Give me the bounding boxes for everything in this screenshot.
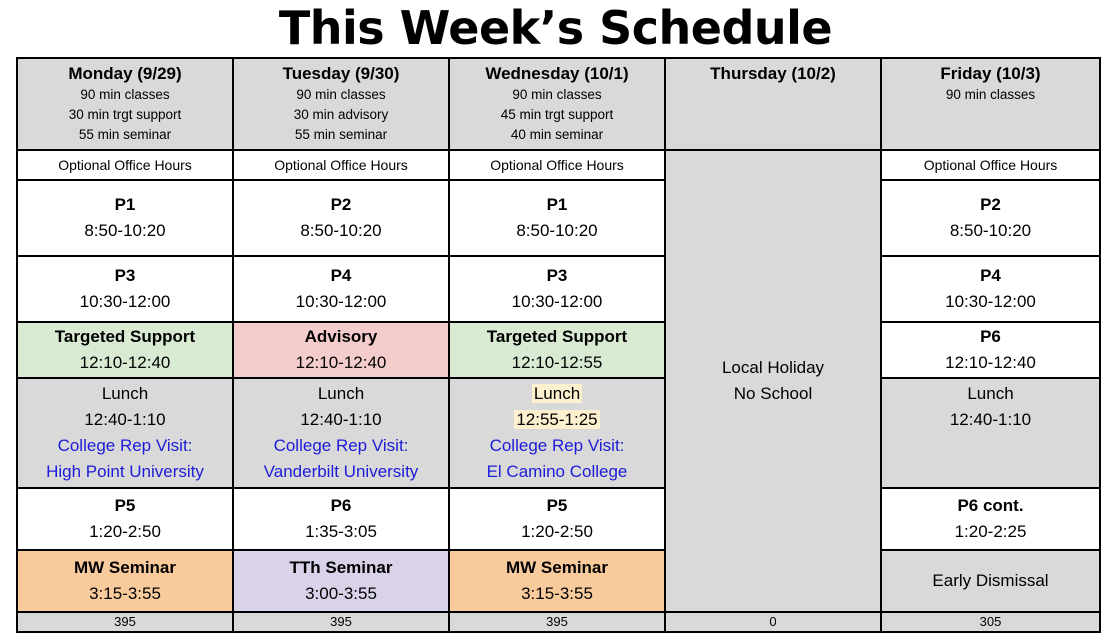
period-time: 10:30-12:00	[511, 292, 603, 311]
holiday-note: No School	[733, 384, 813, 403]
lunch-cell	[233, 378, 449, 488]
office-hours-cell: Optional Office Hours	[449, 150, 665, 180]
period-row	[17, 180, 1100, 256]
seminar-time: 3:15-3:55	[521, 584, 593, 603]
total-minutes: 0	[665, 612, 881, 632]
period-name: P1	[546, 195, 568, 214]
office-hours-cell: Optional Office Hours	[17, 150, 233, 180]
period-time: 10:30-12:00	[295, 292, 387, 311]
lunch-row	[17, 378, 1100, 488]
period-name: P5	[546, 496, 568, 515]
period-time: 8:50-10:20	[516, 221, 598, 240]
day-note: 90 min classes	[296, 87, 386, 102]
period-name: P1	[114, 195, 136, 214]
period-time: 8:50-10:20	[949, 221, 1032, 240]
period-time: 1:20-2:25	[954, 522, 1027, 541]
college-visit-name: El Camino College	[486, 462, 628, 481]
block-time: 12:10-12:40	[79, 353, 171, 372]
lunch-label: Lunch	[101, 384, 149, 403]
period-cell	[17, 488, 233, 550]
day-header-thursday	[665, 58, 881, 150]
period-cell	[881, 322, 1100, 378]
early-dismissal-label: Early Dismissal	[932, 571, 1049, 590]
college-visit-label: College Rep Visit:	[273, 436, 409, 455]
day-header-wednesday	[449, 58, 665, 150]
lunch-time: 12:40-1:10	[949, 410, 1032, 429]
seminar-name: TTh Seminar	[289, 558, 393, 577]
period-cell	[449, 256, 665, 322]
day-label: Wednesday (10/1)	[485, 64, 629, 83]
period-time: 1:20-2:50	[89, 522, 161, 541]
period-name: P4	[330, 266, 352, 285]
day-note: 30 min trgt support	[68, 107, 182, 122]
period-cell	[881, 180, 1100, 256]
period-name: P3	[114, 266, 136, 285]
page-title: This Week’s Schedule	[278, 1, 833, 55]
day-note: 45 min trgt support	[500, 107, 614, 122]
block-time: 12:10-12:40	[945, 353, 1036, 372]
day-header-friday	[881, 58, 1100, 150]
block-name: Targeted Support	[486, 327, 628, 346]
day-note: 40 min seminar	[510, 127, 604, 142]
period-name: P2	[330, 195, 352, 214]
period-name: P4	[980, 266, 1001, 285]
day-header-monday	[17, 58, 233, 150]
lunch-label: Lunch	[533, 384, 581, 403]
seminar-name: MW Seminar	[73, 558, 177, 577]
period-time: 8:50-10:20	[84, 221, 166, 240]
seminar-time: 3:15-3:55	[89, 584, 161, 603]
lunch-cell	[17, 378, 233, 488]
period-cell	[449, 488, 665, 550]
lunch-cell	[881, 378, 1100, 488]
period-time: 1:35-3:05	[305, 522, 377, 541]
college-visit-name: Vanderbilt University	[263, 462, 419, 481]
lunch-cell	[449, 378, 665, 488]
period-cell	[881, 488, 1100, 550]
period-cell	[233, 488, 449, 550]
lunch-time: 12:40-1:10	[84, 410, 166, 429]
period-time: 8:50-10:20	[300, 221, 382, 240]
period-cell	[449, 180, 665, 256]
advisory-cell	[233, 322, 449, 378]
college-visit-label: College Rep Visit:	[489, 436, 625, 455]
block-time: 12:10-12:40	[295, 353, 387, 372]
seminar-row	[17, 550, 1100, 612]
period-name: P2	[980, 195, 1001, 214]
office-hours-cell: Optional Office Hours	[881, 150, 1100, 180]
total-minutes: 395	[233, 612, 449, 632]
schedule-table	[16, 57, 1101, 633]
totals-row	[17, 612, 1100, 632]
period-row	[17, 256, 1100, 322]
period-cell	[233, 180, 449, 256]
seminar-name: MW Seminar	[505, 558, 609, 577]
period-name: P5	[114, 496, 136, 515]
total-minutes: 395	[17, 612, 233, 632]
period-name: P6	[330, 496, 352, 515]
lunch-time: 12:40-1:10	[300, 410, 382, 429]
office-hours-row	[17, 150, 1100, 180]
day-label: Tuesday (9/30)	[282, 64, 400, 83]
lunch-time: 12:55-1:25	[516, 410, 598, 429]
early-dismissal-cell	[881, 550, 1100, 612]
day-header-tuesday	[233, 58, 449, 150]
period-cell	[17, 180, 233, 256]
seminar-time: 3:00-3:55	[305, 584, 377, 603]
seminar-cell	[17, 550, 233, 612]
header-row	[17, 58, 1100, 150]
period-time: 1:20-2:50	[521, 522, 593, 541]
day-label: Thursday (10/2)	[710, 64, 836, 83]
block-time: 12:10-12:55	[511, 353, 603, 372]
college-visit-name: High Point University	[46, 462, 204, 481]
holiday-label: Local Holiday	[721, 358, 825, 377]
day-note: 55 min seminar	[294, 127, 388, 142]
day-note: 30 min advisory	[293, 107, 389, 122]
day-note: 55 min seminar	[78, 127, 172, 142]
day-note: 90 min classes	[945, 87, 1036, 102]
seminar-cell	[449, 550, 665, 612]
afternoon-row	[17, 488, 1100, 550]
thursday-holiday-cell	[665, 150, 881, 612]
block-name: Targeted Support	[54, 327, 196, 346]
lunch-label: Lunch	[317, 384, 365, 403]
seminar-cell	[233, 550, 449, 612]
total-minutes: 395	[449, 612, 665, 632]
total-minutes: 305	[881, 612, 1100, 632]
targeted-support-cell	[449, 322, 665, 378]
day-note: 90 min classes	[512, 87, 602, 102]
college-visit-label: College Rep Visit:	[57, 436, 193, 455]
block-name: P6	[980, 327, 1001, 346]
day-note: 90 min classes	[80, 87, 170, 102]
period-cell	[881, 256, 1100, 322]
period-time: 10:30-12:00	[945, 292, 1036, 311]
midday-row	[17, 322, 1100, 378]
period-cell	[233, 256, 449, 322]
period-cell	[17, 256, 233, 322]
office-hours-cell: Optional Office Hours	[233, 150, 449, 180]
targeted-support-cell	[17, 322, 233, 378]
block-name: Advisory	[304, 327, 378, 346]
period-name: P6 cont.	[957, 496, 1024, 515]
day-label: Friday (10/3)	[940, 64, 1041, 83]
day-label: Monday (9/29)	[68, 64, 182, 83]
period-name: P3	[546, 266, 568, 285]
period-time: 10:30-12:00	[79, 292, 171, 311]
lunch-label: Lunch	[967, 384, 1014, 403]
